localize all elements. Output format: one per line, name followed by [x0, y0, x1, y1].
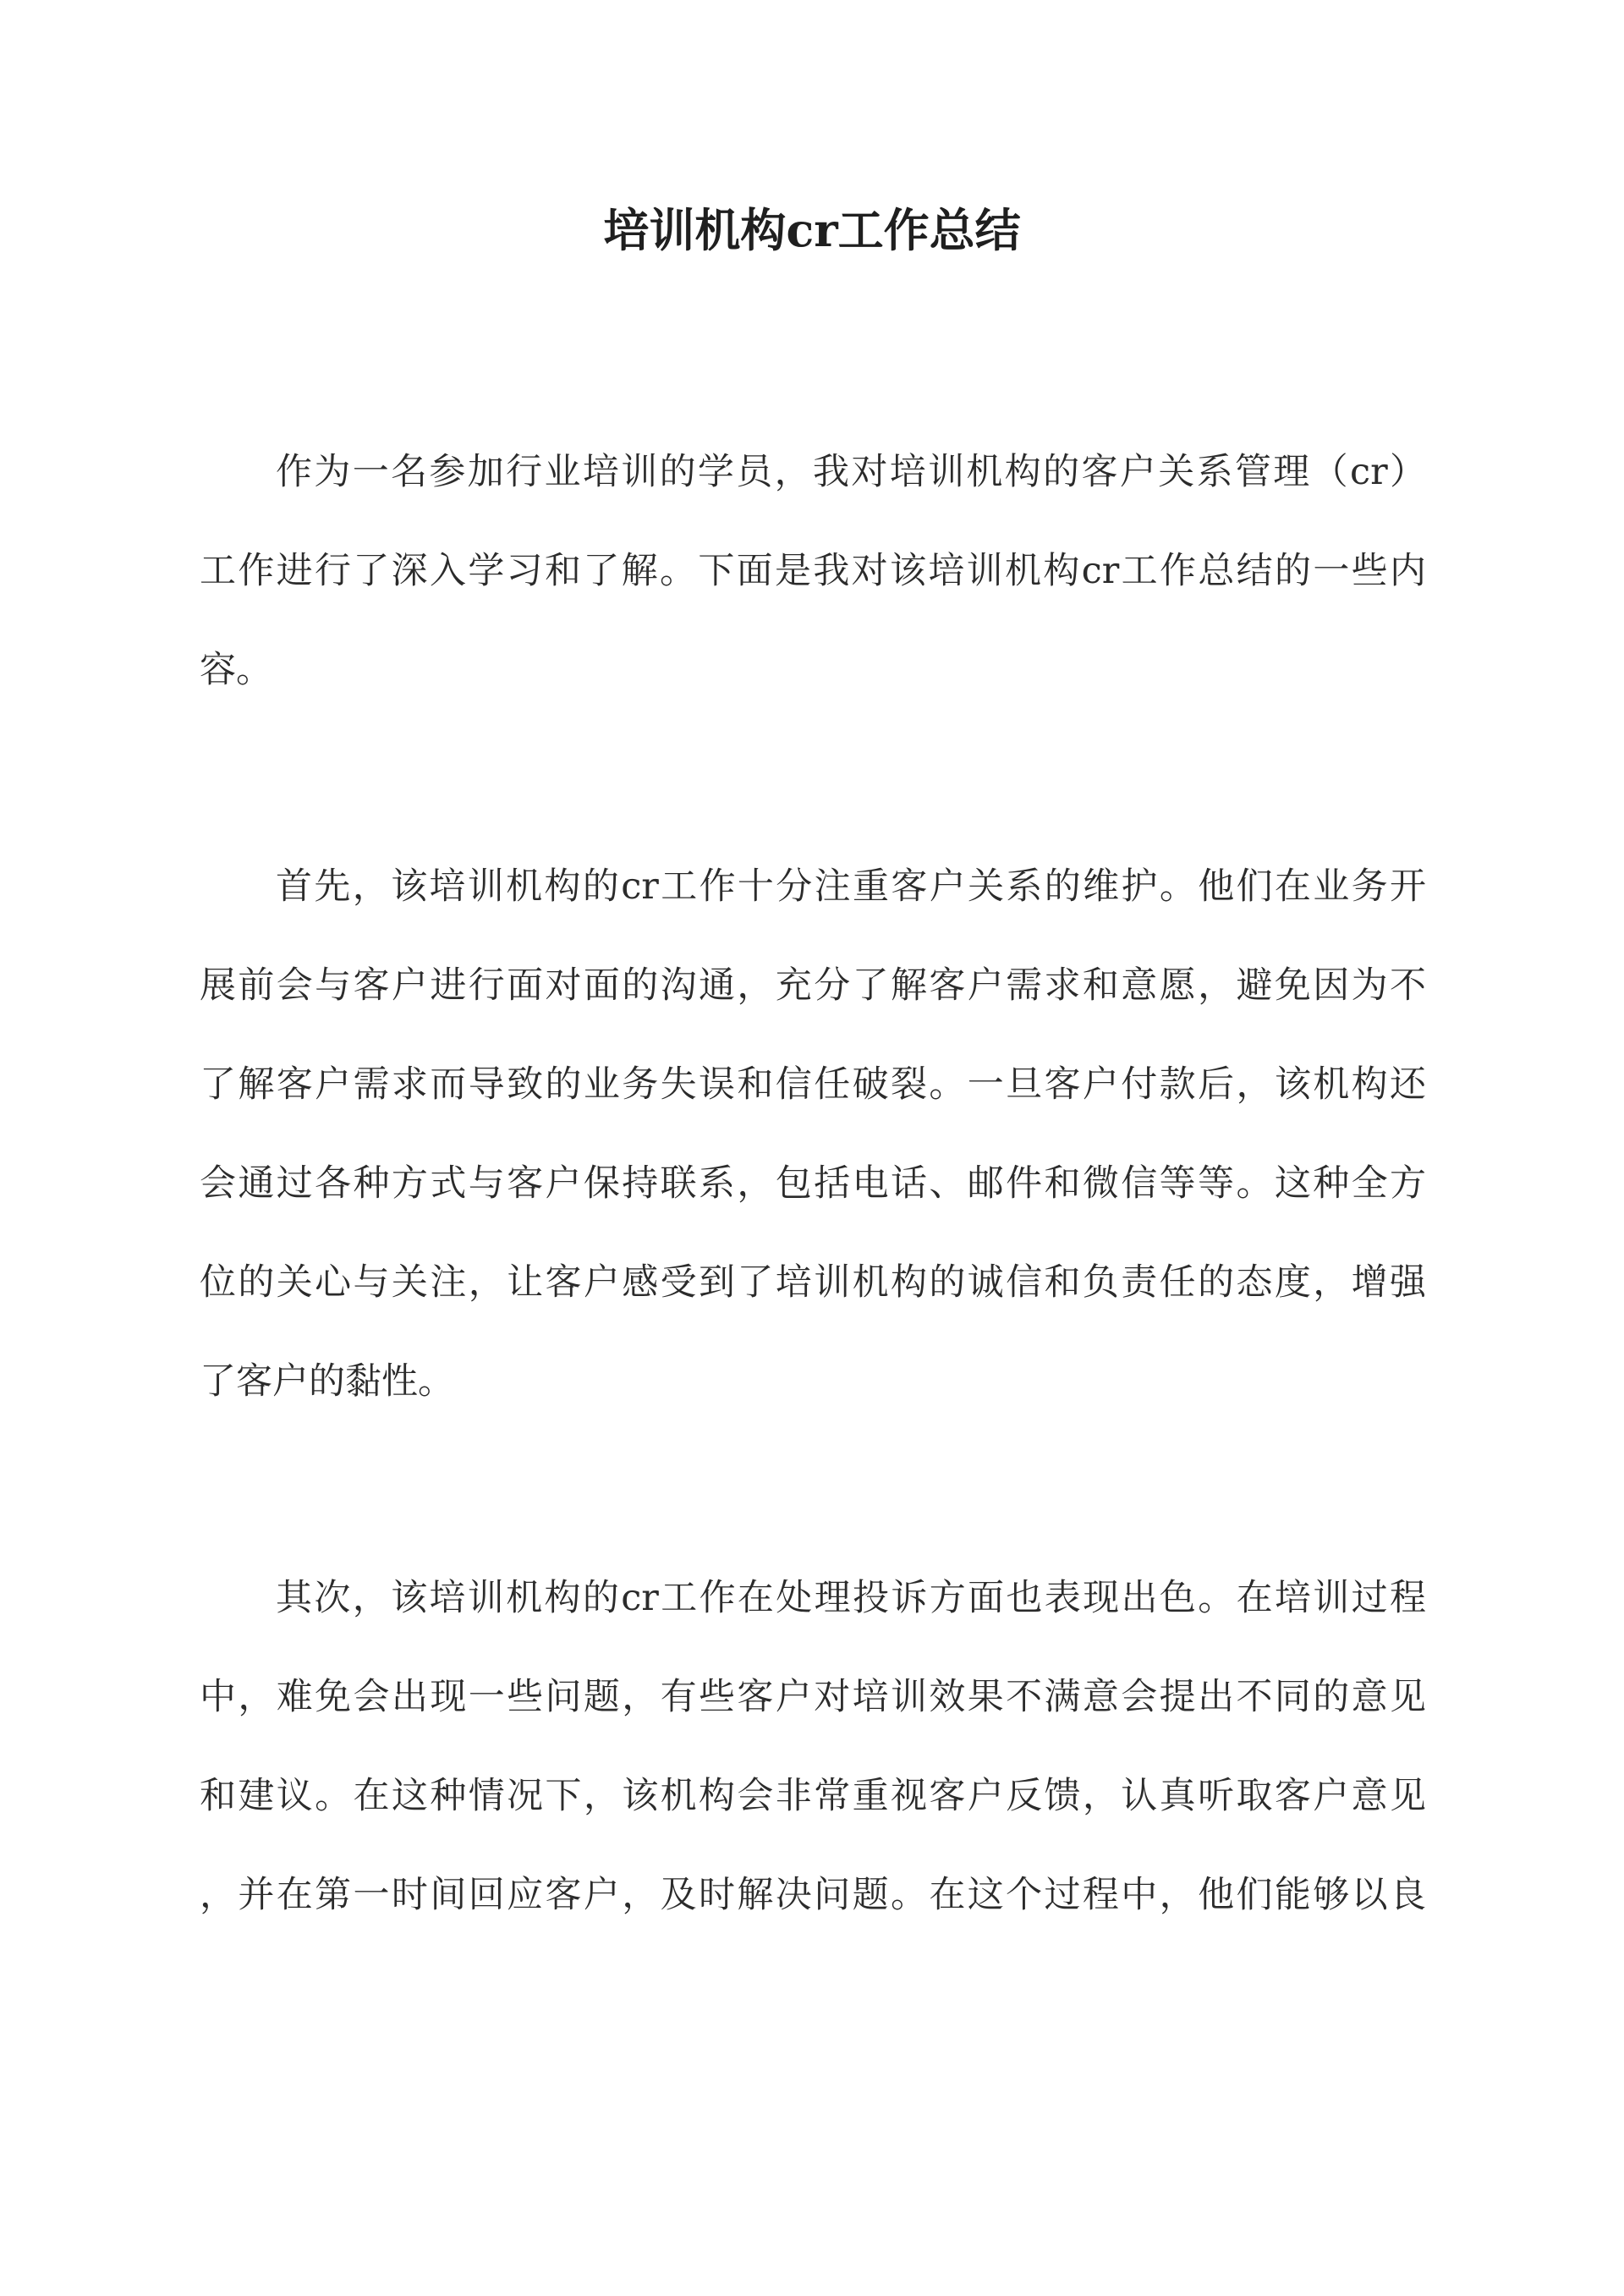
paragraph-1-line-2: 工作进行了深入学习和了解。下面是我对该培训机构cr工作总结的一些内	[200, 550, 1426, 592]
paragraph-3-line-1: 其次，该培训机构的cr工作在处理投诉方面也表现出色。在培训过程	[276, 1577, 1426, 1619]
paragraph-1-line-1: 作为一名参加行业培训的学员，我对培训机构的客户关系管理（cr）	[276, 451, 1426, 493]
paragraph-3-line-3: 和建议。在这种情况下，该机构会非常重视客户反馈，认真听取客户意见	[200, 1775, 1426, 1817]
paragraph-2-line-2: 展前会与客户进行面对面的沟通，充分了解客户需求和意愿，避免因为不	[200, 964, 1426, 1007]
paragraph-2-line-1: 首先，该培训机构的cr工作十分注重客户关系的维护。他们在业务开	[276, 865, 1426, 908]
paragraph-2-line-3: 了解客户需求而导致的业务失误和信任破裂。一旦客户付款后，该机构还	[200, 1063, 1426, 1106]
paragraph-3-line-4: ，并在第一时间回应客户，及时解决问题。在这个过程中，他们能够以良	[200, 1874, 1426, 1916]
paragraph-3-line-2: 中，难免会出现一些问题，有些客户对培训效果不满意会提出不同的意见	[200, 1676, 1426, 1718]
paragraph-2-line-4: 会通过各种方式与客户保持联系，包括电话、邮件和微信等等。这种全方	[200, 1162, 1426, 1205]
paragraph-1-line-3: 容。	[200, 649, 272, 691]
document-title: 培训机构cr工作总结	[603, 203, 1021, 257]
paragraph-2-line-6: 了客户的黏性。	[200, 1360, 454, 1403]
paragraph-2-line-5: 位的关心与关注，让客户感受到了培训机构的诚信和负责任的态度，增强	[200, 1261, 1426, 1304]
